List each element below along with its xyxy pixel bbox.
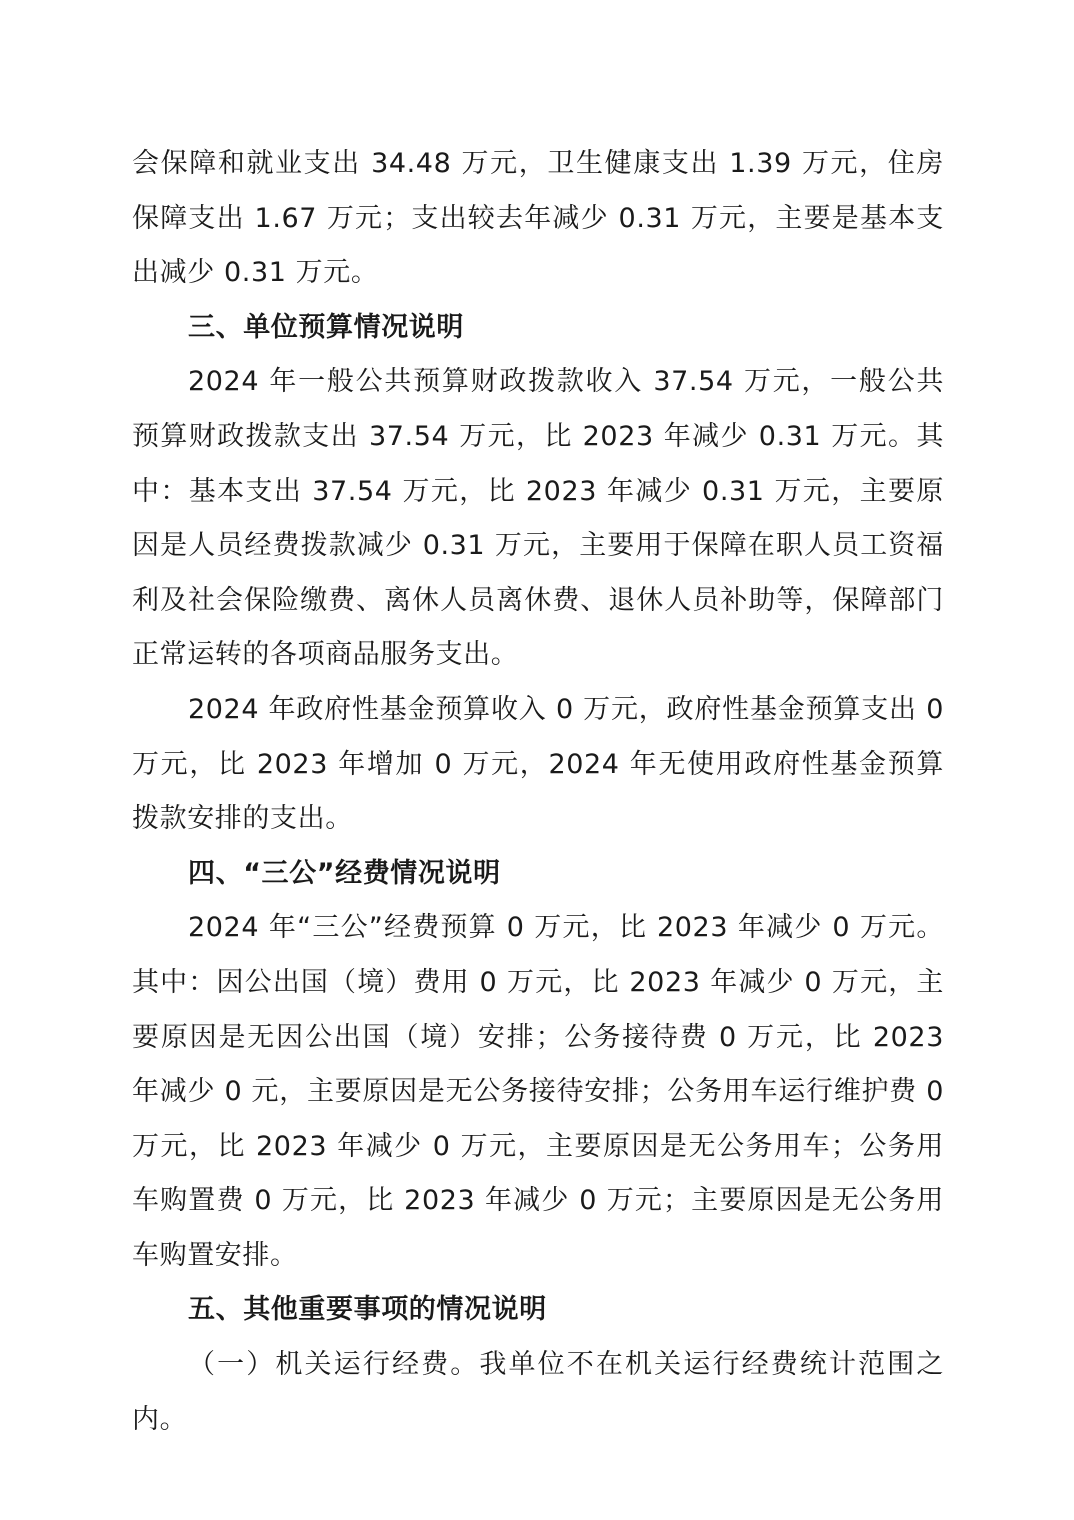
paragraph-government-fund-budget: 2024 年政府性基金预算收入 0 万元，政府性基金预算支出 0 万元，比 2023 年增加 0 万元，2024 年无使用政府性基金预算拨款安排的支出。 bbox=[132, 693, 944, 835]
section-heading-other-matters: 五、其他重要事项的情况说明 bbox=[188, 1294, 547, 1326]
section-heading-three-public-expenses: 四、“三公”经费情况说明 bbox=[188, 857, 501, 889]
paragraph-general-public-budget: 2024 年一般公共预算财政拨款收入 37.54 万元，一般公共预算财政拨款支出 37.54 万元，比 2023 年减少 0.31 万元。其中：基本支出 37.54 万元，比 2023 年减少 0.31 万元，主要原因是人员经费拨款减少 0.31 万元，主要用于保障在职人员工资福利及社会保险缴费、离休人员离休费、退休人员补助等，保障部门正常运转的各项商品服务支出。 bbox=[132, 366, 944, 671]
paragraph-social-security-summary: 会保障和就业支出 34.48 万元，卫生健康支出 1.39 万元，住房保障支出 1.67 万元；支出较去年减少 0.31 万元，主要是基本支出减少 0.31 万元。 bbox=[132, 148, 944, 289]
paragraph-three-public-expenses: 2024 年“三公”经费预算 0 万元，比 2023 年减少 0 万元。其中：因公出国（境）费用 0 万元，比 2023 年减少 0 万元，主要原因是无因公出国（境）安排；公务接待费 0 万元，比 2023 年减少 0 元，主要原因是无公务接待安排；公务用车运行维护费 0 万元，比 2023 年减少 0 万元，主要原因是无公务用车；公务用车购置费 0 万元，比 2023 年减少 0 万元；主要原因是无公务用车购置安排。 bbox=[132, 912, 944, 1271]
document-page bbox=[132, 137, 944, 1447]
paragraph-agency-operating-costs: （一）机关运行经费。我单位不在机关运行经费统计范围之内。 bbox=[132, 1349, 944, 1435]
section-heading-unit-budget: 三、单位预算情况说明 bbox=[188, 311, 464, 343]
